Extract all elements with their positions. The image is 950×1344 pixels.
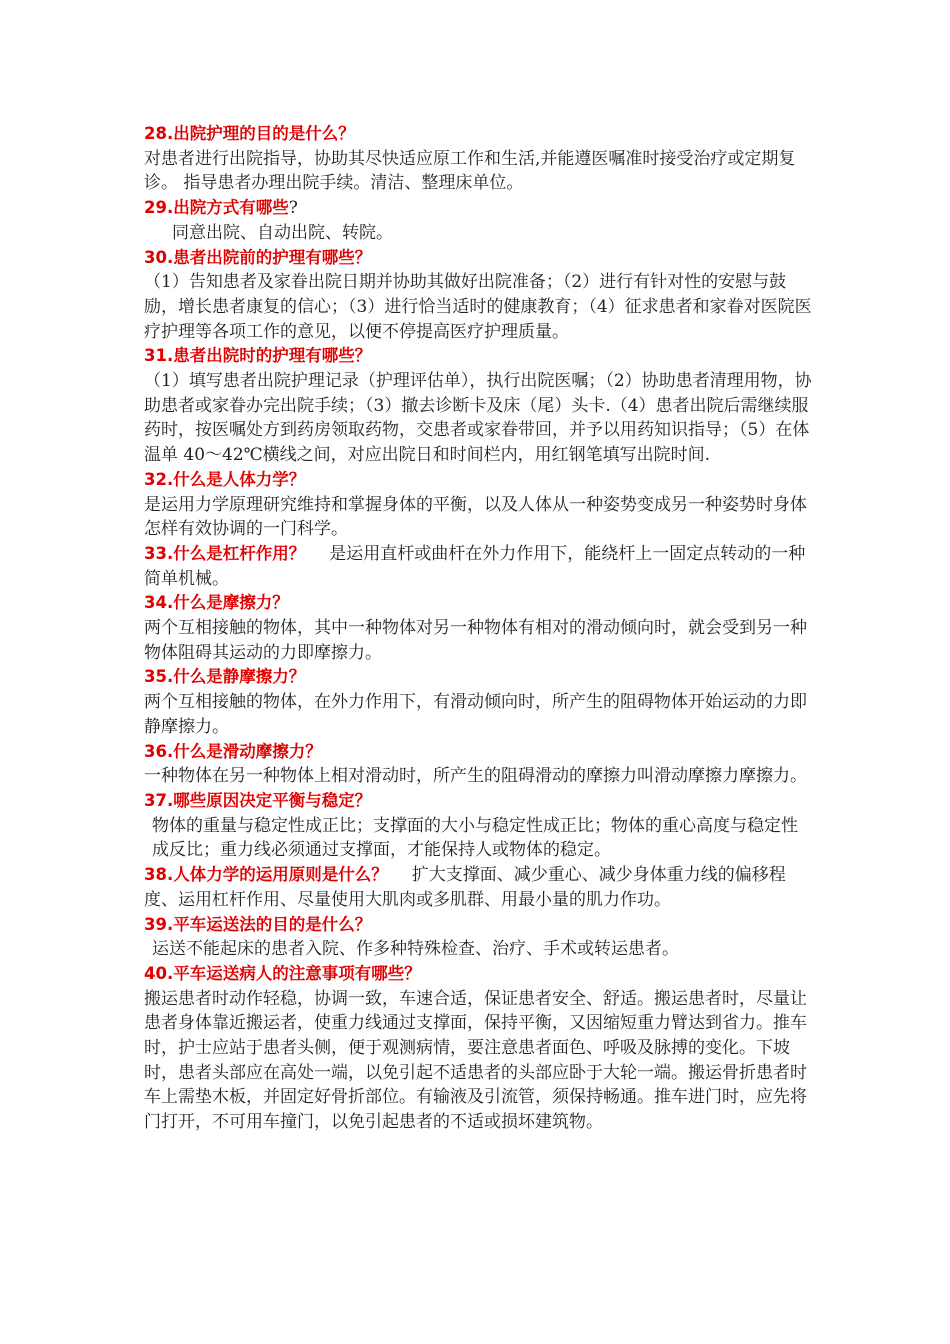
question-heading: 35.什么是静摩擦力？	[144, 667, 306, 687]
answer-text: （1）填写患者出院护理记录（护理评估单），执行出院医嘱；（2）协助患者清理用物，协助患者或家眷办完出院手续；（3）撤去诊断卡及床（尾）头卡.（4）患者出院后需继续服药时，按医嘱处方到药房领取药物，交患者或家眷带回，并予以用药知识指导；（5）在体温单 40～42℃横线之间，对应出院日和时间栏内，用红钢笔填写出院时间.	[144, 371, 812, 466]
qa-39	[144, 913, 812, 962]
qa-34	[144, 591, 812, 665]
qa-32	[144, 468, 812, 542]
answer-text: 扩大支撑面、减少重心、减少身体重力线的偏移程度、运用杠杆作用、尽量使用大肌肉或多肌群、用最小量的肌力作功。	[144, 865, 786, 910]
question-mark: ?	[288, 198, 298, 219]
answer-text: 对患者进行出院指导，协助其尽快适应原工作和生活,并能遵医嘱准时接受治疗或定期复诊。 指导患者办理出院手续。清洁、整理床单位。	[144, 148, 796, 194]
qa-30	[144, 246, 812, 345]
answer-text: 运送不能起床的患者入院、作多种特殊检查、治疗、手术或转运患者。	[152, 939, 679, 960]
document-page	[144, 122, 812, 1135]
qa-29	[144, 196, 812, 245]
question-heading: 38.人体力学的运用原则是什么？	[144, 865, 388, 885]
qa-37	[144, 789, 812, 863]
question-heading: 32.什么是人体力学？	[144, 469, 306, 489]
question-heading: 31.患者出院时的护理有哪些？	[144, 346, 372, 366]
answer-text: 是运用直杆或曲杆在外力作用下，能绕杆上一固定点转动的一种简单机械。	[144, 543, 806, 589]
answer-text: 两个互相接触的物体，在外力作用下，有滑动倾向时，所产生的阻碍物体开始运动的力即静摩擦力。	[144, 692, 807, 737]
qa-28	[144, 122, 812, 196]
answer-text: 同意出院、自动出院、转院。	[172, 222, 393, 243]
question-heading: 34.什么是摩擦力？	[144, 593, 289, 613]
qa-36	[144, 740, 812, 789]
question-heading: 40.平车运送病人的注意事项有哪些？	[144, 963, 421, 983]
qa-31	[144, 344, 812, 468]
question-heading: 37.哪些原因决定平衡与稳定？	[144, 790, 372, 810]
question-heading: 33.什么是杠杆作用？	[144, 543, 306, 563]
qa-38	[144, 863, 812, 912]
answer-text: 一种物体在另一种物体上相对滑动时，所产生的阻碍滑动的摩擦力叫滑动摩擦力摩擦力。	[144, 766, 807, 787]
answer-text: 是运用力学原理研究维持和掌握身体的平衡，以及人体从一种姿势变成另一种姿势时身体怎样有效协调的一门科学。	[144, 494, 807, 540]
question-heading: 39.平车运送法的目的是什么？	[144, 914, 372, 934]
answer-text: 搬运患者时动作轻稳，协调一致，车速合适，保证患者安全、舒适。搬运患者时，尽量让患者身体靠近搬运者，使重力线通过支撑面，保持平衡，又因缩短重力臂达到省力。推车时，护士应站于患者头侧，便于观测病情，要注意患者面色、呼吸及脉搏的变化。下坡时，患者头部应在高处一端，以免引起不适患者的头部应卧于大轮一端。搬运骨折患者时车上需垫木板，并固定好骨折部位。有输液及引流管，须保持畅通。推车进门时，应先将门打开，不可用车撞门，以免引起患者的不适或损坏建筑物。	[144, 988, 807, 1133]
question-heading: 30.患者出院前的护理有哪些？	[144, 247, 372, 267]
question-heading: 28.出院护理的目的是什么？	[144, 124, 355, 143]
qa-40	[144, 962, 812, 1135]
qa-35	[144, 665, 812, 739]
answer-text: 物体的重量与稳定性成正比；支撑面的大小与稳定性成正比；物体的重心高度与稳定性成反比；重力线必须通过支撑面，才能保持人或物体的稳定。	[152, 815, 798, 861]
qa-33	[144, 542, 812, 591]
question-heading: 29.出院方式有哪些	[144, 198, 289, 218]
question-heading: 36.什么是滑动摩擦力？	[144, 741, 322, 761]
answer-text: （1）告知患者及家眷出院日期并协助其做好出院准备；（2）进行有针对性的安慰与鼓励，增长患者康复的信心；（3）进行恰当适时的健康教育；（4）征求患者和家眷对医院医疗护理等各项工作的意见，以便不停提高医疗护理质量。	[144, 272, 812, 342]
answer-text: 两个互相接触的物体，其中一种物体对另一种物体有相对的滑动倾向时，就会受到另一种物体阻碍其运动的力即摩擦力。	[144, 618, 807, 663]
